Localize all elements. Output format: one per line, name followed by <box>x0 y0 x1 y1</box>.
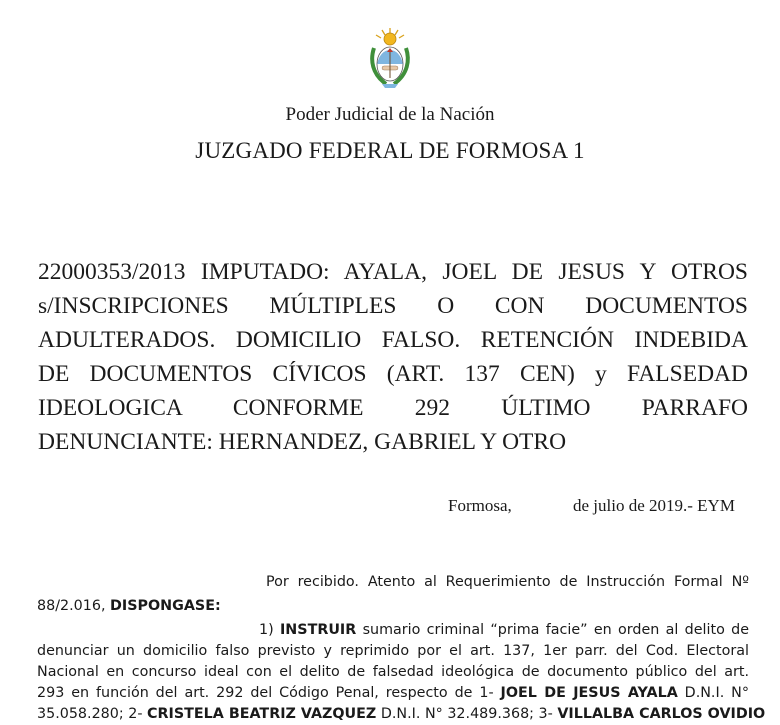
body-text: 1) <box>259 622 280 638</box>
body-line <box>259 620 749 641</box>
date-text: de julio de 2019.- EYM <box>573 496 735 515</box>
institution-name: Poder Judicial de la Nación <box>285 104 495 125</box>
body-line <box>37 596 749 617</box>
body-bold: INSTRUIR <box>279 622 357 638</box>
caption-line: DENUNCIANTE: HERNANDEZ, GABRIEL Y OTRO <box>38 429 567 455</box>
caption-line: IDEOLOGICA CONFORME 292 ÚLTIMO PARRAFO <box>38 395 748 421</box>
body-text: sumario criminal “prima facie” en orden al delito de <box>356 622 749 638</box>
body-line: denunciar un domicilio falso previsto y reprimido por el art. 137, 1er parr. del Cod. Electoral <box>37 643 749 659</box>
body-bold: DISPONGASE: <box>110 598 221 614</box>
caption-line: DE DOCUMENTOS CÍVICOS (ART. 137 CEN) y FALSEDAD <box>38 361 748 387</box>
case-caption <box>38 255 748 459</box>
body-text: Por recibido. Atento al Requerimiento de Instrucción Formal Nº <box>266 574 749 590</box>
body-line <box>37 704 766 725</box>
court-name: JUZGADO FEDERAL DE FORMOSA 1 <box>195 138 585 163</box>
caption-line: ADULTERADOS. DOMICILIO FALSO. RETENCIÓN INDEBIDA <box>38 327 748 353</box>
argentine-coat-of-arms-icon <box>368 26 412 90</box>
body-line <box>37 683 749 704</box>
caption-line: 22000353/2013 IMPUTADO: AYALA, JOEL DE JESUS Y OTROS <box>38 259 748 285</box>
body-bold: VILLALBA CARLOS OVIDIO <box>557 706 766 722</box>
body-text: 35.058.280; 2- <box>37 706 148 722</box>
body-line <box>266 572 749 593</box>
body-bold: CRISTELA BEATRIZ VAZQUEZ <box>147 706 377 722</box>
body-text: 293 en función del art. 292 del Código Penal, respecto de 1- <box>37 685 501 701</box>
body-text: D.N.I. N° <box>677 685 749 701</box>
caption-line: s/INSCRIPCIONES MÚLTIPLES O CON DOCUMENTOS <box>38 293 748 319</box>
body-text: D.N.I. N° 32.489.368; 3- <box>376 706 558 722</box>
body-line: Nacional en concurso ideal con el delito de falsedad ideológica de documento público del art. <box>37 664 749 680</box>
body-text: 88/2.016, <box>37 598 111 614</box>
body-bold: JOEL DE JESUS AYALA <box>500 685 678 701</box>
date-city: Formosa, <box>448 496 512 515</box>
